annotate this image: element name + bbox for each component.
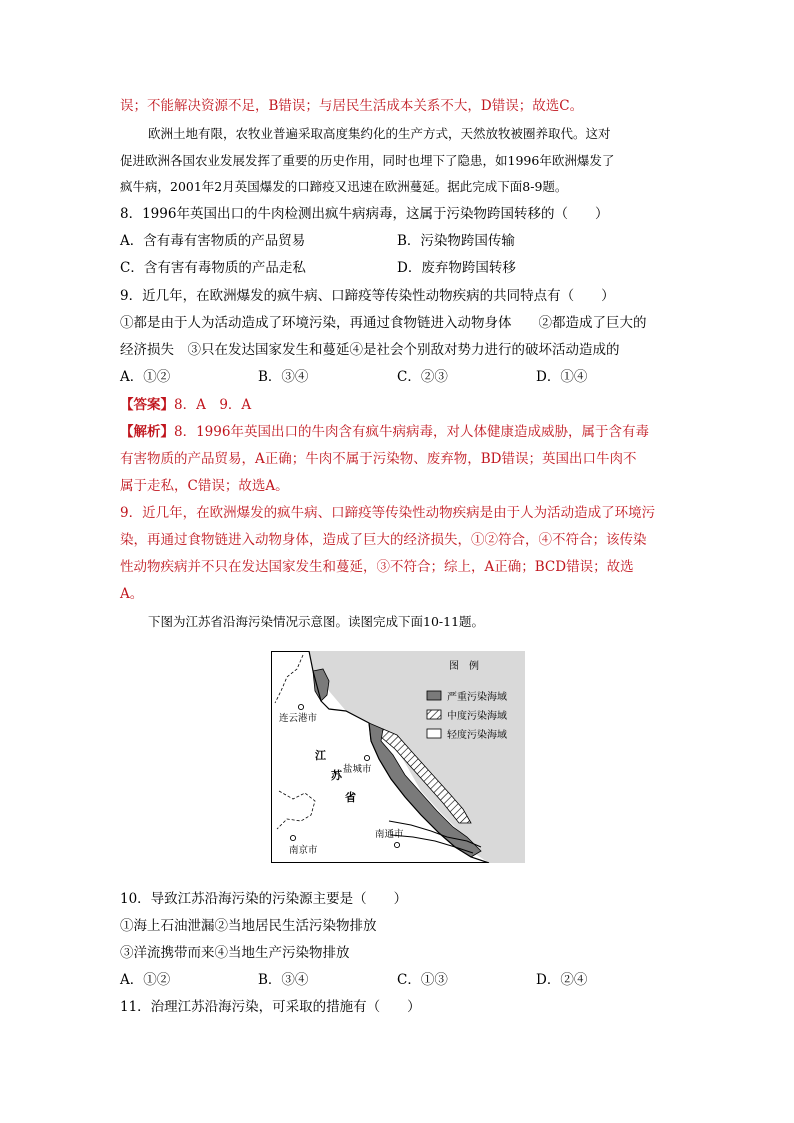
province-char: 省 [345, 791, 356, 804]
q9-option-b: B．③④ [258, 369, 309, 385]
jiangsu-pollution-map [271, 651, 525, 863]
analysis-text: 8．1996年英国出口的牛肉含有疯牛病病毒，对人体健康造成威胁，属于含有毒 [174, 424, 649, 440]
city-label-lianyungang: 连云港市 [279, 713, 318, 724]
question-10-stem: 10．导致江苏沿海污染的污染源主要是（ ） [120, 891, 408, 907]
province-char: 江 [315, 749, 326, 762]
map-intro-line: 下图为江苏省沿海污染情况示意图。读图完成下面10-11题。 [148, 614, 485, 629]
analysis-line: 属于走私，C错误；故选A。 [120, 478, 289, 494]
passage-line: 疯牛病，2001年2月英国爆发的口蹄疫又迅速在欧洲蔓延。据此完成下面8-9题。 [120, 179, 568, 194]
q9-option-c: C．②③ [397, 369, 448, 385]
q9-statement-line: ①都是由于人为活动造成了环境污染，再通过食物链进入动物身体 ②都造成了巨大的 [120, 315, 647, 331]
legend-swatch-moderate [427, 710, 441, 719]
passage-line: 欧洲土地有限，农牧业普遍采取高度集约化的生产方式，天然放牧被圈养取代。这对 [148, 126, 611, 141]
passage-line: 促进欧洲各国农业发展发挥了重要的历史作用，同时也埋下了隐患，如1996年欧洲爆发了 [120, 153, 615, 168]
q9-option-d: D．①④ [536, 369, 588, 385]
q10-option-c: C．①③ [397, 972, 448, 988]
q10-option-b: B．③④ [258, 972, 309, 988]
question-8-stem: 8．1996年英国出口的牛肉检测出疯牛病病毒，这属于污染物跨国转移的（ ） [120, 206, 609, 222]
q9-statement-line: 经济损失 ③只在发达国家发生和蔓延④是社会个别敌对势力进行的破坏活动造成的 [120, 342, 620, 358]
analysis-tag: 【解析】 [120, 424, 174, 440]
q8-option-a: A．含有毒有害物质的产品贸易 [120, 233, 306, 249]
answer-tag: 【答案】 [120, 397, 174, 413]
q8-option-d: D．废弃物跨国转移 [397, 260, 516, 276]
q10-option-a: A．①② [120, 972, 171, 988]
answer-line [120, 396, 251, 414]
legend-title: 图 例 [449, 661, 479, 672]
q10-statement-line: ③洋流携带而来④当地生产污染物排放 [120, 945, 350, 961]
q8-option-b: B．污染物跨国传输 [397, 233, 515, 249]
answer-text: 8．A 9．A [174, 397, 252, 413]
question-9-stem: 9．近几年，在欧洲爆发的疯牛病、口蹄疫等传染性动物疾病的共同特点有（ ） [120, 288, 615, 304]
lianyungang-marker [298, 704, 303, 709]
legend-label-light: 轻度污染海域 [447, 730, 507, 741]
legend-swatch-light [427, 729, 441, 738]
analysis-line: 性动物疾病并不只在发达国家发生和蔓延，③不符合；综上，A正确；BCD错误；故选 [120, 559, 634, 575]
q10-statement-line: ①海上石油泄漏②当地居民生活污染物排放 [120, 918, 377, 934]
legend-swatch-severe [427, 691, 441, 700]
nantong-marker [394, 842, 399, 847]
province-char: 苏 [331, 769, 342, 782]
analysis-line [120, 423, 649, 441]
legend-label-moderate: 中度污染海域 [447, 711, 507, 722]
yancheng-marker [364, 755, 369, 760]
analysis-continued-line: 误；不能解决资源不足，B错误；与居民生活成本关系不大，D错误；故选C。 [120, 98, 584, 114]
legend-label-severe: 严重污染海域 [447, 692, 507, 703]
q10-option-d: D．②④ [536, 972, 588, 988]
city-label-yancheng: 盐城市 [343, 764, 372, 775]
analysis-line: 有害物质的产品贸易，A正确；牛肉不属于污染物、废弃物，BD错误；英国出口牛肉不 [120, 451, 637, 467]
q9-option-a: A．①② [120, 369, 171, 385]
analysis-line: 9．近几年，在欧洲爆发的疯牛病、口蹄疫等传染性动物疾病是由于人为活动造成了环境污 [120, 505, 656, 521]
city-label-nanjing: 南京市 [289, 845, 318, 856]
analysis-line: A。 [120, 586, 144, 602]
question-11-stem: 11．治理江苏沿海污染，可采取的措施有（ ） [120, 999, 421, 1015]
city-label-nantong: 南通市 [375, 829, 404, 840]
map-svg [271, 651, 525, 863]
nanjing-marker [290, 835, 295, 840]
analysis-line: 染，再通过食物链进入动物身体，造成了巨大的经济损失，①②符合，④不符合；该传染 [120, 532, 647, 548]
q8-option-c: C．含有害有毒物质的产品走私 [120, 260, 306, 276]
